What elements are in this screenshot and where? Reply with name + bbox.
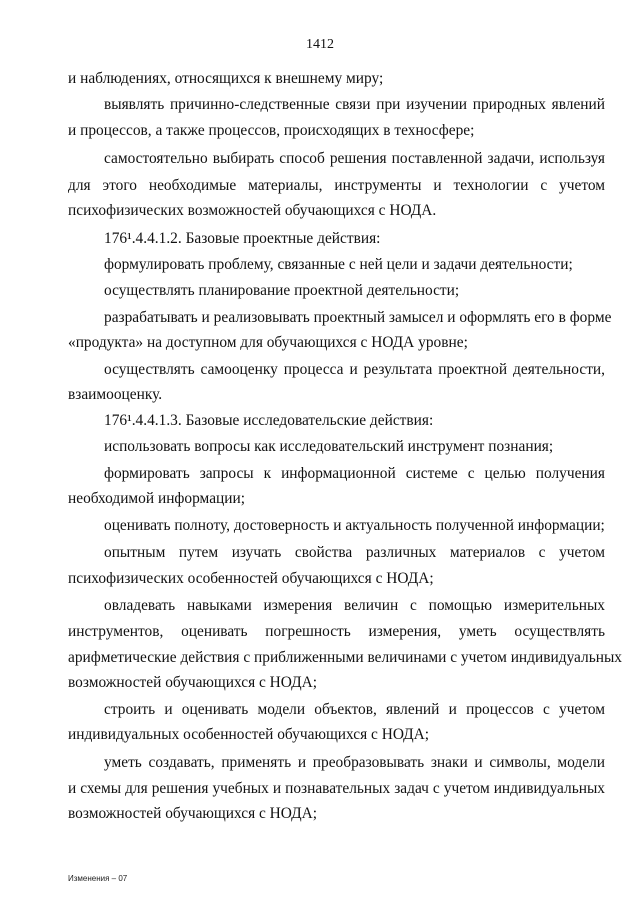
text-line: для этого необходимые материалы, инструменты и технологии с учетом	[68, 177, 605, 194]
text-line: уметь создавать, применять и преобразовывать знаки и символы, модели	[104, 754, 605, 771]
text-line: оценивать полноту, достоверность и актуальность полученной информации;	[104, 517, 605, 534]
text-line: и наблюдениях, относящихся к внешнему миру;	[68, 70, 384, 87]
text-line: использовать вопросы как исследовательский инструмент познания;	[104, 438, 554, 455]
section-heading: 176¹.4.4.1.2. Базовые проектные действия:	[104, 230, 381, 247]
text-line: формировать запросы к информационной системе с целью получения	[104, 465, 605, 482]
page-number: 1412	[306, 37, 334, 52]
text-line: арифметические действия с приближенными величинами с учетом индивидуальных	[68, 649, 622, 666]
text-line: и схемы для решения учебных и познавательных задач с учетом индивидуальных	[68, 780, 605, 797]
section-heading: 176¹.4.4.1.3. Базовые исследовательские действия:	[104, 412, 434, 429]
text-line: выявлять причинно-следственные связи при изучении природных явлений	[104, 96, 605, 113]
text-line: и процессов, а также процессов, происходящих в техносфере;	[68, 122, 475, 139]
text-line: строить и оценивать модели объектов, явлений и процессов с учетом	[104, 701, 605, 718]
footer-note: Изменения – 07	[68, 874, 128, 883]
text-line: психофизических особенностей обучающихся с НОДА;	[68, 570, 434, 587]
text-line: разрабатывать и реализовывать проектный замысел и оформлять его в форме	[104, 309, 612, 326]
text-line: осуществлять самооценку процесса и результата проектной деятельности,	[104, 361, 605, 378]
text-line: овладевать навыками измерения величин с помощью измерительных	[104, 597, 605, 614]
text-line: необходимой информации;	[68, 490, 246, 507]
text-line: инструментов, оценивать погрешность измерения, уметь осуществлять	[68, 623, 605, 640]
text-line: взаимооценку.	[68, 386, 163, 403]
text-line: психофизических возможностей обучающихся с НОДА.	[68, 202, 437, 219]
text-line: опытным путем изучать свойства различных материалов с учетом	[104, 544, 605, 561]
text-line: самостоятельно выбирать способ решения поставленной задачи, используя	[104, 150, 605, 167]
text-line: формулировать проблему, связанные с ней цели и задачи деятельности;	[104, 256, 573, 273]
text-line: возможностей обучающихся с НОДА;	[68, 805, 318, 822]
text-line: осуществлять планирование проектной деятельности;	[104, 282, 460, 299]
text-line: индивидуальных особенностей обучающихся с НОДА;	[68, 726, 430, 743]
text-line: «продукта» на доступном для обучающихся с НОДА уровне;	[68, 334, 468, 351]
text-line: возможностей обучающихся с НОДА;	[68, 674, 318, 691]
